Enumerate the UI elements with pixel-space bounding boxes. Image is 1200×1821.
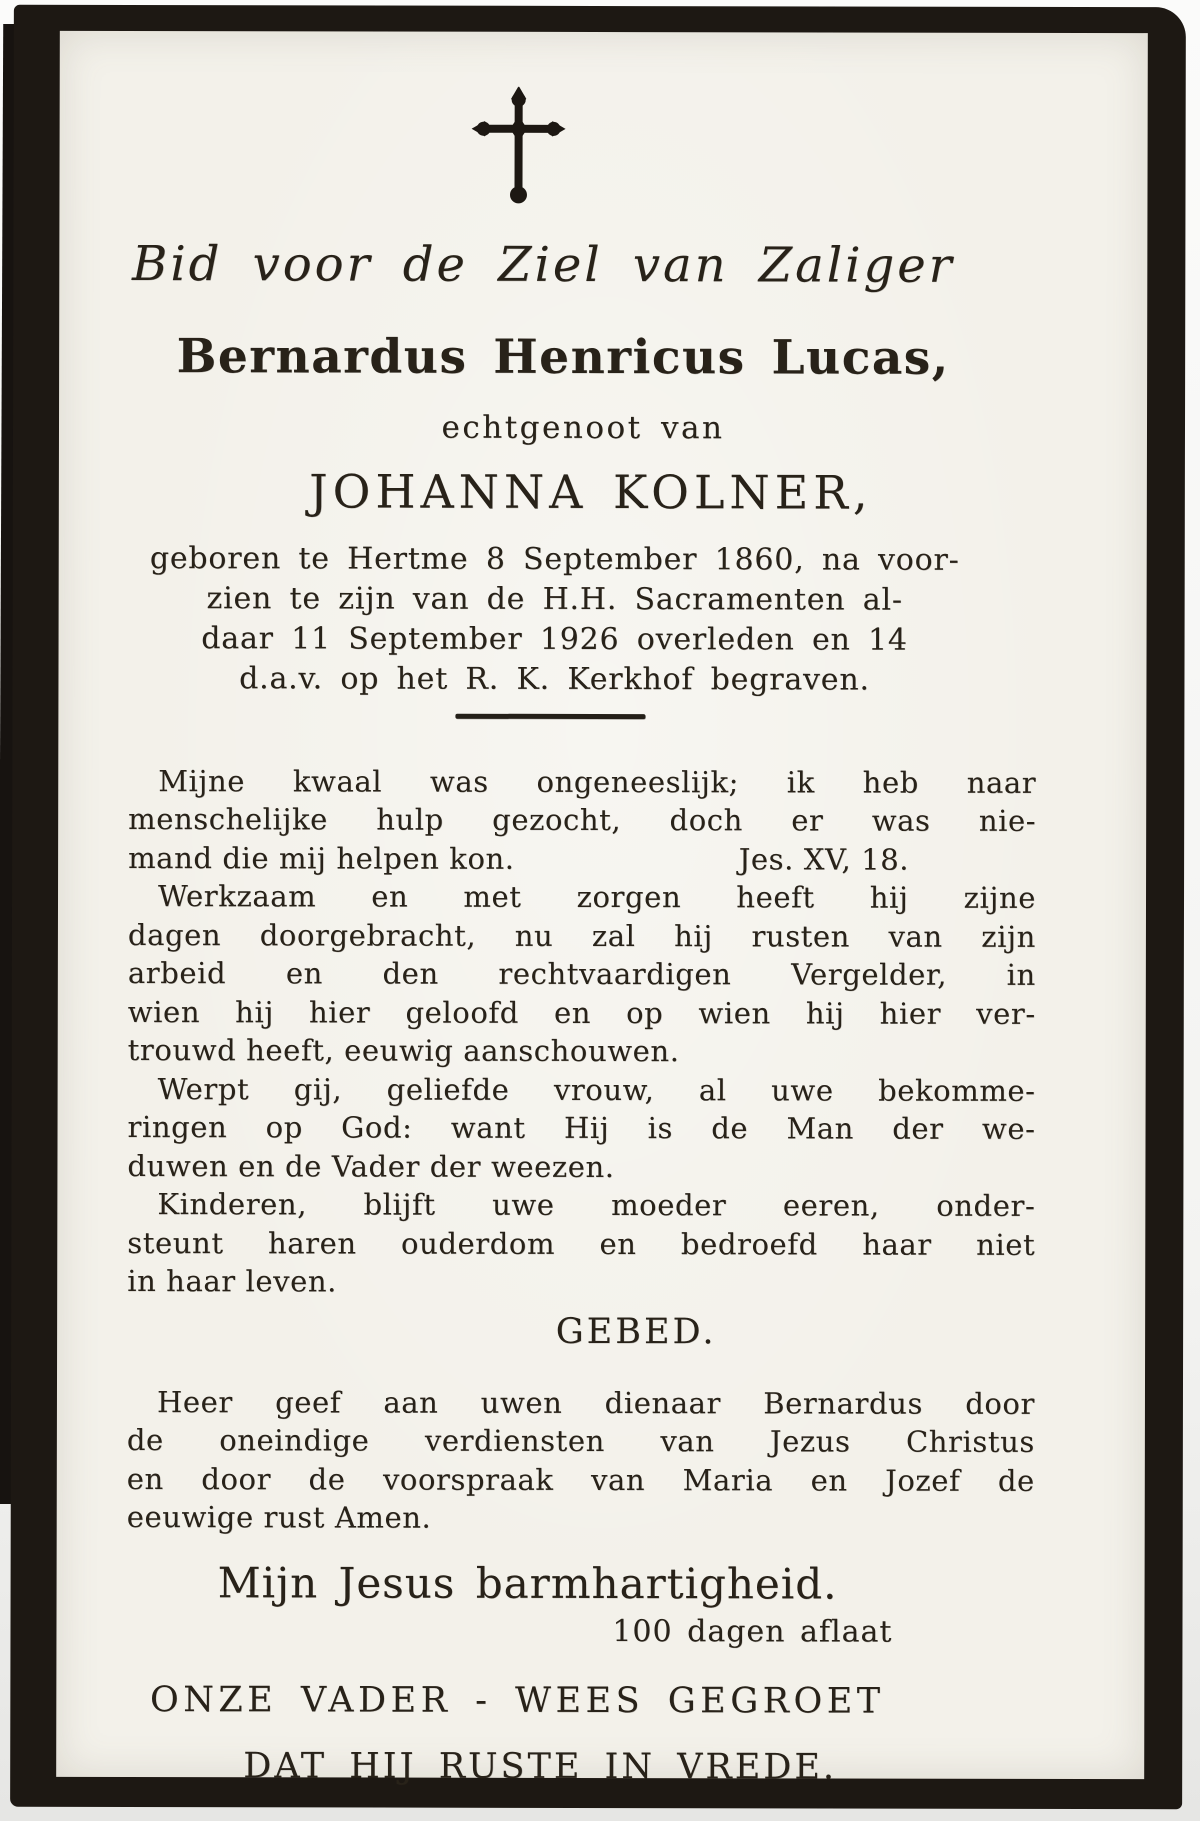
vitals-line: geboren te Hertme 8 September 1860, na voor- (149, 540, 960, 578)
body-line: duwen en de Vader der weezen. (127, 1148, 615, 1184)
invocation-line: Bid voor de Ziel van Zaliger (132, 236, 955, 294)
divider-rule (455, 713, 645, 718)
vitals-line: d.a.v. op het R. K. Kerkhof begraven. (239, 660, 870, 698)
prayer-text (127, 1383, 1035, 1539)
body-line: steunt haren ouderdom en bedroefd haar niet (127, 1225, 1036, 1262)
indulgence-note: 100 dagen aflaat (612, 1614, 893, 1650)
memorial-text (127, 762, 1036, 1303)
footer-rest-in-peace-line: DAT HIJ RUSTE IN VREDE. (243, 1746, 838, 1788)
body-line (128, 839, 1036, 879)
body-line: ringen op God: want Hij is de Man der we- (127, 1110, 1036, 1147)
vitals-line: zien te zijn van de H.H. Sacramenten al- (206, 580, 903, 618)
body-line: wien hij hier geloofd en op wien hij hier ver- (127, 994, 1036, 1031)
prayer-line: de oneindige verdiensten van Jezus Christus (126, 1423, 1035, 1460)
cross-icon (470, 87, 566, 209)
closing-invocation: Mijn Jesus barmhartigheid. (217, 1558, 838, 1609)
deceased-name: Bernardus Henricus Lucas, (176, 328, 950, 386)
prayer-line: eeuwige rust Amen. (126, 1500, 432, 1536)
body-line: arbeid en den rechtvaardigen Vergelder, in (127, 956, 1036, 993)
prayer-line: Heer geef aan uwen dienaar Bernardus door (156, 1385, 1035, 1421)
body-line: Mijne kwaal was ongeneeslijk; ik heb naar (158, 763, 1037, 800)
prayer-line: en door de voorspraak van Maria en Jozef de (126, 1461, 1035, 1498)
body-line: Werpt gij, geliefde vrouw, al uwe bekomme- (157, 1071, 1036, 1108)
spouse-name: JOHANNA KOLNER, (309, 464, 873, 520)
body-line: dagen doorgebracht, nu zal hij rusten van zijn (127, 917, 1036, 954)
memorial-card-frame (10, 5, 1186, 1809)
body-line-text: mand die mij helpen kon. (128, 840, 515, 876)
relation-label: echtgenoot van (441, 410, 725, 447)
scripture-citation: Jes. XV, 18. (738, 842, 910, 877)
vitals-line: daar 11 September 1926 overleden en 14 (201, 620, 908, 658)
body-line: in haar leven. (127, 1264, 338, 1299)
prayer-heading: GEBED. (555, 1311, 717, 1352)
life-dates-block (100, 539, 1008, 701)
footer-prayers-line: ONZE VADER - WEES GEGROET (149, 1680, 885, 1722)
body-line: Kinderen, blijft uwe moeder eeren, onder- (157, 1187, 1036, 1224)
card-content (56, 86, 1148, 1821)
body-line: trouwd heeft, eeuwig aanschouwen. (127, 1033, 680, 1069)
body-line: Werkzaam en met zorgen heeft hij zijne (157, 879, 1037, 916)
body-line: menschelijke hulp gezocht, doch er was nie- (128, 802, 1037, 839)
